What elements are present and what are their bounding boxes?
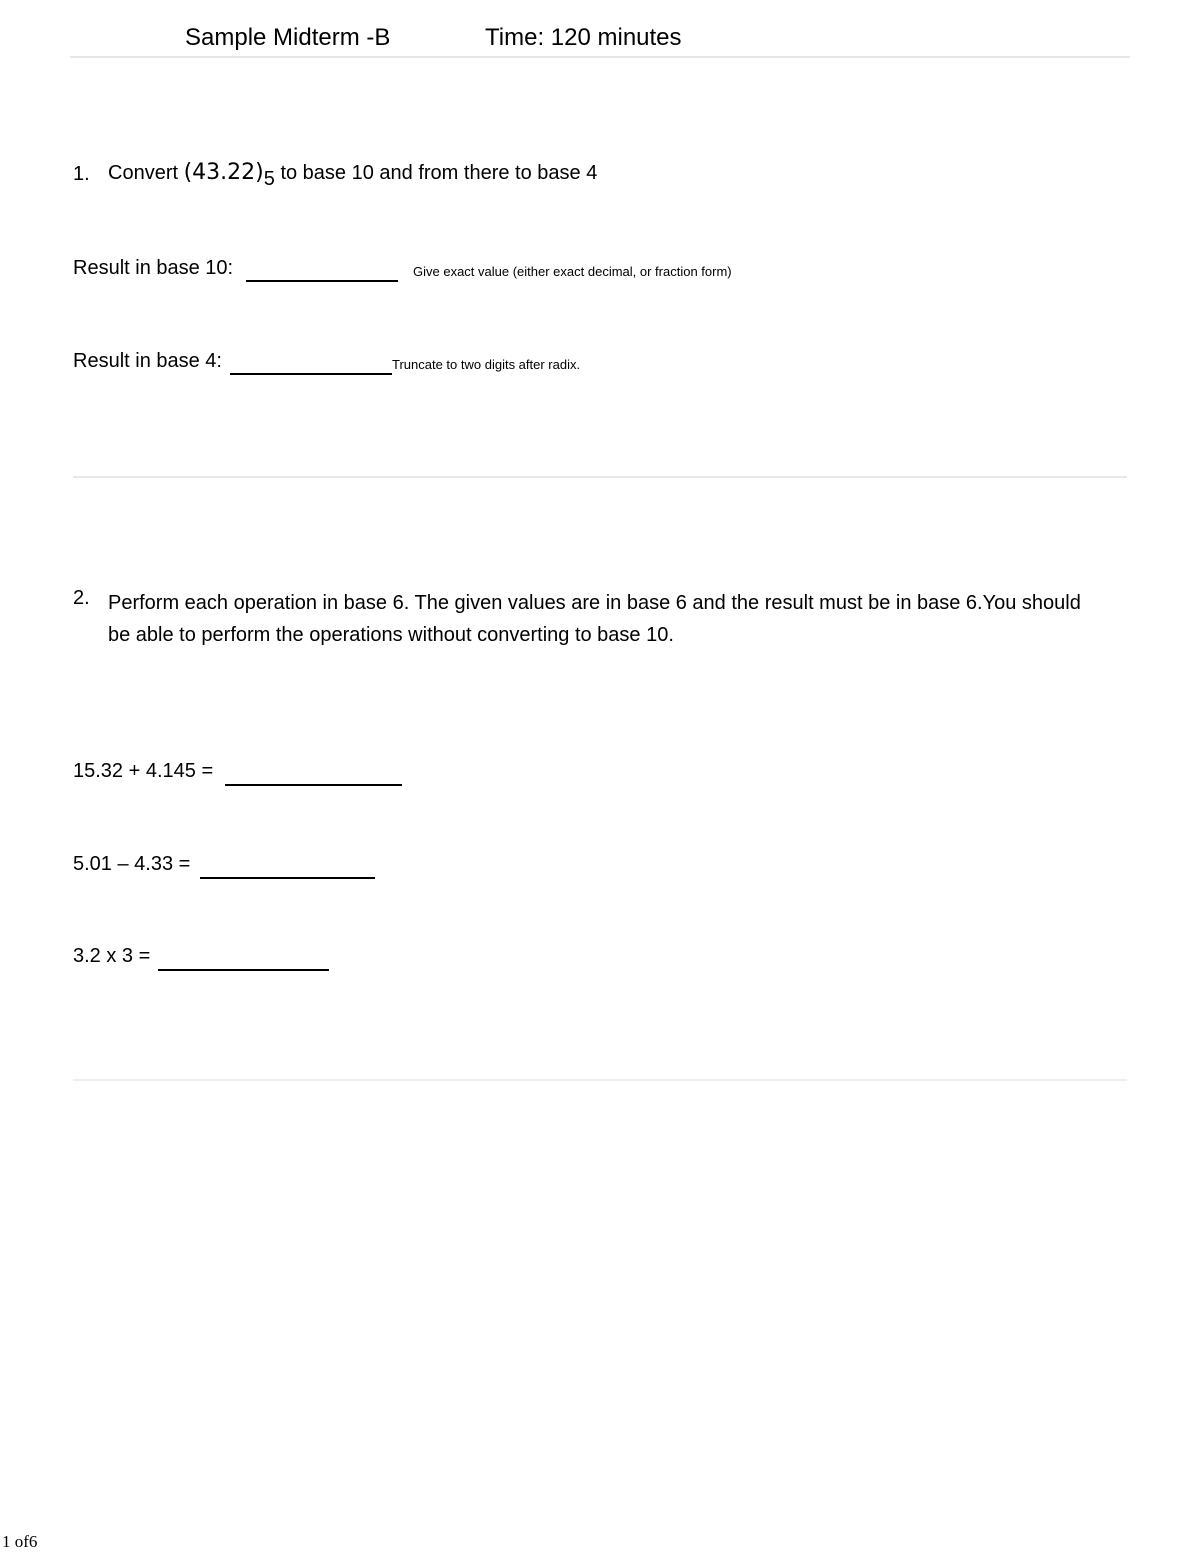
question-1-base-subscript: 5 <box>263 168 275 190</box>
operation-addition-answer-blank[interactable] <box>225 764 402 786</box>
question-1-number-value: (43.22) <box>183 160 264 185</box>
header-divider <box>70 56 1130 58</box>
question-1-prefix: Convert <box>108 162 179 184</box>
section-divider <box>73 476 1127 478</box>
question-1-suffix: to base 10 and from there to base 4 <box>280 162 598 184</box>
question-1-number: 1. <box>73 163 90 185</box>
result-base10-answer-blank[interactable] <box>246 260 398 282</box>
exam-time-limit: Time: 120 minutes <box>485 24 682 51</box>
result-base4-hint: Truncate to two digits after radix. <box>392 357 581 372</box>
question-1-text <box>108 160 598 190</box>
page-indicator: 1 of6 <box>2 1532 38 1551</box>
exam-title: Sample Midterm -B <box>185 24 391 51</box>
question-2-number: 2. <box>73 587 90 609</box>
operation-addition: 15.32 + 4.145 = <box>73 760 214 782</box>
result-base4-answer-blank[interactable] <box>230 353 392 375</box>
operation-subtraction-answer-blank[interactable] <box>200 857 375 879</box>
result-base10-hint: Give exact value (either exact decimal, or fraction form) <box>413 264 732 279</box>
operation-subtraction: 5.01 – 4.33 = <box>73 853 191 875</box>
question-2-text: Perform each operation in base 6. The given values are in base 6 and the result must be in base 6.You should be able to perform the operations without converting to base 10. <box>108 592 1081 646</box>
result-base4-label: Result in base 4: <box>73 350 222 372</box>
section-divider <box>73 1079 1127 1081</box>
result-base10-label: Result in base 10: <box>73 257 234 279</box>
operation-multiplication-answer-blank[interactable] <box>158 949 329 971</box>
operation-multiplication: 3.2 x 3 = <box>73 945 151 967</box>
